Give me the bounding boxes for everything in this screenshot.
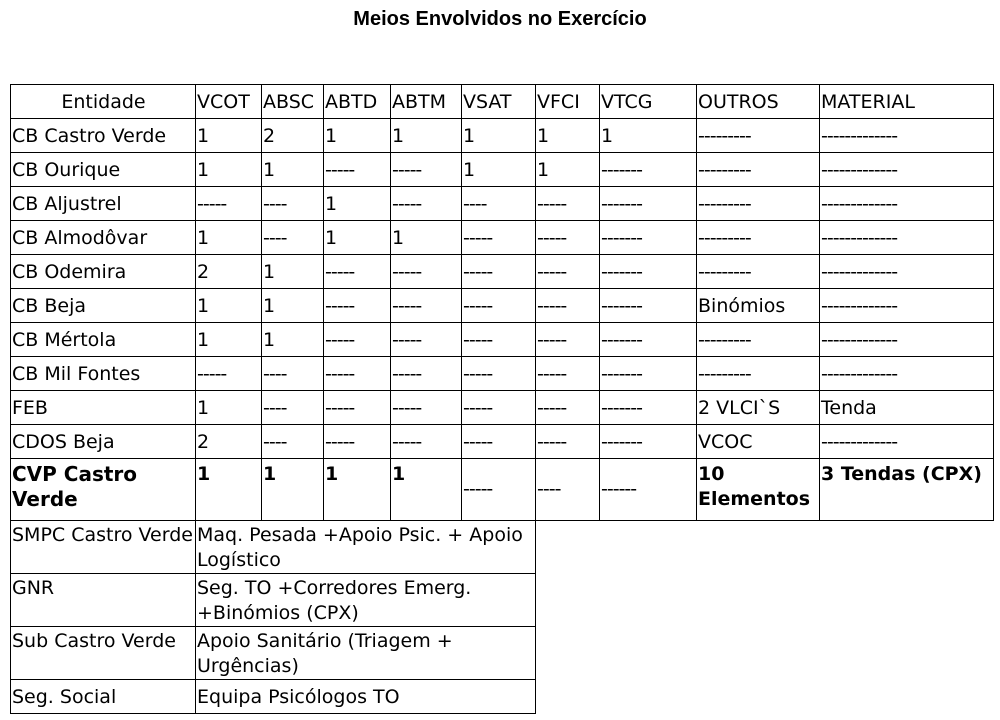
column-header: ABSC: [262, 85, 324, 119]
table-cell: 1: [262, 255, 324, 289]
table-cell: 2: [196, 255, 262, 289]
table-cell: 1: [324, 221, 391, 255]
table-cell: 10 Elementos: [697, 459, 820, 521]
table-cell: 3 Tendas (CPX): [820, 459, 994, 521]
table-cell: -----: [324, 425, 391, 459]
entity-cell: CB Mil Fontes: [11, 357, 196, 391]
support-description-cell: Maq. Pesada +Apoio Psic. + Apoio Logístico: [196, 521, 536, 574]
table-row: [11, 255, 994, 289]
table-row: [11, 425, 994, 459]
table-cell: 1: [536, 119, 600, 153]
table-row: [11, 119, 994, 153]
table-cell: ----: [462, 187, 536, 221]
table-cell: -------: [600, 289, 697, 323]
entity-cell: FEB: [11, 391, 196, 425]
table-cell: -----: [196, 357, 262, 391]
table-cell: -----: [391, 425, 462, 459]
column-header: OUTROS: [697, 85, 820, 119]
empty-space: [536, 521, 994, 574]
table-cell: ---------: [697, 357, 820, 391]
table-cell: -----: [536, 221, 600, 255]
table-cell: 1: [324, 459, 391, 521]
support-description-cell: Equipa Psicólogos TO: [196, 680, 536, 714]
table-cell: 1: [196, 119, 262, 153]
entity-cell: CVP Castro Verde: [11, 459, 196, 521]
table-cell: -----: [462, 425, 536, 459]
table-cell: -------------: [820, 153, 994, 187]
table-cell: -----: [391, 357, 462, 391]
table-cell: -----: [391, 153, 462, 187]
table-row-highlight: [11, 459, 994, 521]
support-row: [11, 680, 994, 714]
table-cell: 1: [196, 323, 262, 357]
table-cell: -------: [600, 391, 697, 425]
table-row: [11, 153, 994, 187]
table-cell: -----: [462, 323, 536, 357]
table-cell: 1: [324, 187, 391, 221]
table-cell: 1: [262, 323, 324, 357]
table-cell: -----: [324, 391, 391, 425]
table-cell: -----: [196, 187, 262, 221]
table-cell: 1: [391, 459, 462, 521]
table-cell: 1: [196, 459, 262, 521]
column-header: VFCI: [536, 85, 600, 119]
support-row: [11, 574, 994, 627]
table-cell: 1: [262, 289, 324, 323]
table-cell: -------------: [820, 119, 994, 153]
entity-cell: Sub Castro Verde: [11, 627, 196, 680]
table-cell: 1: [196, 289, 262, 323]
table-cell: -----: [324, 289, 391, 323]
table-body: [11, 85, 994, 714]
entity-cell: Seg. Social: [11, 680, 196, 714]
resources-table: [10, 84, 994, 714]
table-cell: -------: [600, 255, 697, 289]
column-header: VTCG: [600, 85, 697, 119]
table-cell: -----: [462, 255, 536, 289]
table-cell: -------------: [820, 221, 994, 255]
table-cell: 1: [196, 153, 262, 187]
table-row: [11, 221, 994, 255]
table-cell: -----: [536, 187, 600, 221]
table-cell: ----: [262, 391, 324, 425]
table-cell: 1: [324, 119, 391, 153]
table-header-row: [11, 85, 994, 119]
table-cell: 1: [462, 119, 536, 153]
table-cell: -------: [600, 323, 697, 357]
table-cell: ---------: [697, 255, 820, 289]
table-cell: -------------: [820, 255, 994, 289]
table-cell: -------------: [820, 425, 994, 459]
table-cell: Tenda: [820, 391, 994, 425]
table-cell: ----: [536, 459, 600, 521]
support-row: [11, 627, 994, 680]
table-cell: 1: [262, 153, 324, 187]
column-header: ABTD: [324, 85, 391, 119]
table-cell: ---------: [697, 119, 820, 153]
empty-space: [536, 627, 994, 680]
table-cell: -----: [391, 391, 462, 425]
entity-cell: CB Almodôvar: [11, 221, 196, 255]
table-cell: -----: [462, 357, 536, 391]
entity-cell: CB Odemira: [11, 255, 196, 289]
table-cell: 1: [391, 119, 462, 153]
entity-cell: SMPC Castro Verde: [11, 521, 196, 574]
table-cell: -------: [600, 187, 697, 221]
document-title: Meios Envolvidos no Exercício: [353, 8, 647, 30]
table-cell: -------: [600, 357, 697, 391]
table-cell: 1: [391, 221, 462, 255]
table-row: [11, 357, 994, 391]
table-cell: ----: [262, 425, 324, 459]
table-cell: -----: [324, 357, 391, 391]
support-description-cell: Apoio Sanitário (Triagem + Urgências): [196, 627, 536, 680]
table-cell: -----: [536, 391, 600, 425]
table-row: [11, 187, 994, 221]
table-cell: ---------: [697, 187, 820, 221]
table-cell: VCOC: [697, 425, 820, 459]
table-cell: ----: [262, 357, 324, 391]
table-cell: -----: [462, 391, 536, 425]
column-header: VCOT: [196, 85, 262, 119]
table-cell: -------------: [820, 357, 994, 391]
column-header: MATERIAL: [820, 85, 994, 119]
entity-cell: CB Aljustrel: [11, 187, 196, 221]
table-cell: -----: [536, 425, 600, 459]
table-cell: 1: [196, 391, 262, 425]
table-cell: -----: [324, 255, 391, 289]
empty-space: [536, 574, 994, 627]
table-cell: ------: [600, 459, 697, 521]
table-cell: -------: [600, 153, 697, 187]
table-cell: -----: [536, 357, 600, 391]
table-row: [11, 289, 994, 323]
table-cell: ---------: [697, 153, 820, 187]
table-cell: ----: [262, 187, 324, 221]
table-cell: -----: [462, 289, 536, 323]
column-header: Entidade: [11, 85, 196, 119]
support-row: [11, 521, 994, 574]
table-cell: -----: [536, 323, 600, 357]
table-cell: -----: [324, 323, 391, 357]
table-row: [11, 391, 994, 425]
table-cell: -------------: [820, 289, 994, 323]
table-cell: 2 VLCI`S: [697, 391, 820, 425]
table-cell: ----: [262, 221, 324, 255]
entity-cell: CB Beja: [11, 289, 196, 323]
column-header: ABTM: [391, 85, 462, 119]
table-cell: -----: [391, 255, 462, 289]
column-header: VSAT: [462, 85, 536, 119]
table-cell: ---------: [697, 323, 820, 357]
table-cell: 1: [600, 119, 697, 153]
entity-cell: CB Castro Verde: [11, 119, 196, 153]
table-cell: ---------: [697, 221, 820, 255]
empty-space: [536, 680, 994, 714]
entity-cell: CDOS Beja: [11, 425, 196, 459]
table-cell: -------: [600, 221, 697, 255]
table-cell: -------: [600, 425, 697, 459]
table-cell: -----: [324, 153, 391, 187]
table-cell: -----: [391, 289, 462, 323]
table-cell: -----: [536, 255, 600, 289]
table-cell: 1: [262, 459, 324, 521]
table-cell: Binómios: [697, 289, 820, 323]
table-cell: -------------: [820, 187, 994, 221]
table-cell: 1: [196, 221, 262, 255]
table-cell: 2: [262, 119, 324, 153]
table-cell: -----: [462, 221, 536, 255]
entity-cell: CB Ourique: [11, 153, 196, 187]
table-cell: 1: [536, 153, 600, 187]
table-cell: 2: [196, 425, 262, 459]
table-cell: -----: [391, 323, 462, 357]
table-cell: -----: [536, 289, 600, 323]
table-cell: -------------: [820, 323, 994, 357]
entity-cell: GNR: [11, 574, 196, 627]
table-row: [11, 323, 994, 357]
table-cell: -----: [462, 459, 536, 521]
table-cell: -----: [391, 187, 462, 221]
support-description-cell: Seg. TO +Corredores Emerg. +Binómios (CPX): [196, 574, 536, 627]
table-cell: 1: [462, 153, 536, 187]
entity-cell: CB Mértola: [11, 323, 196, 357]
